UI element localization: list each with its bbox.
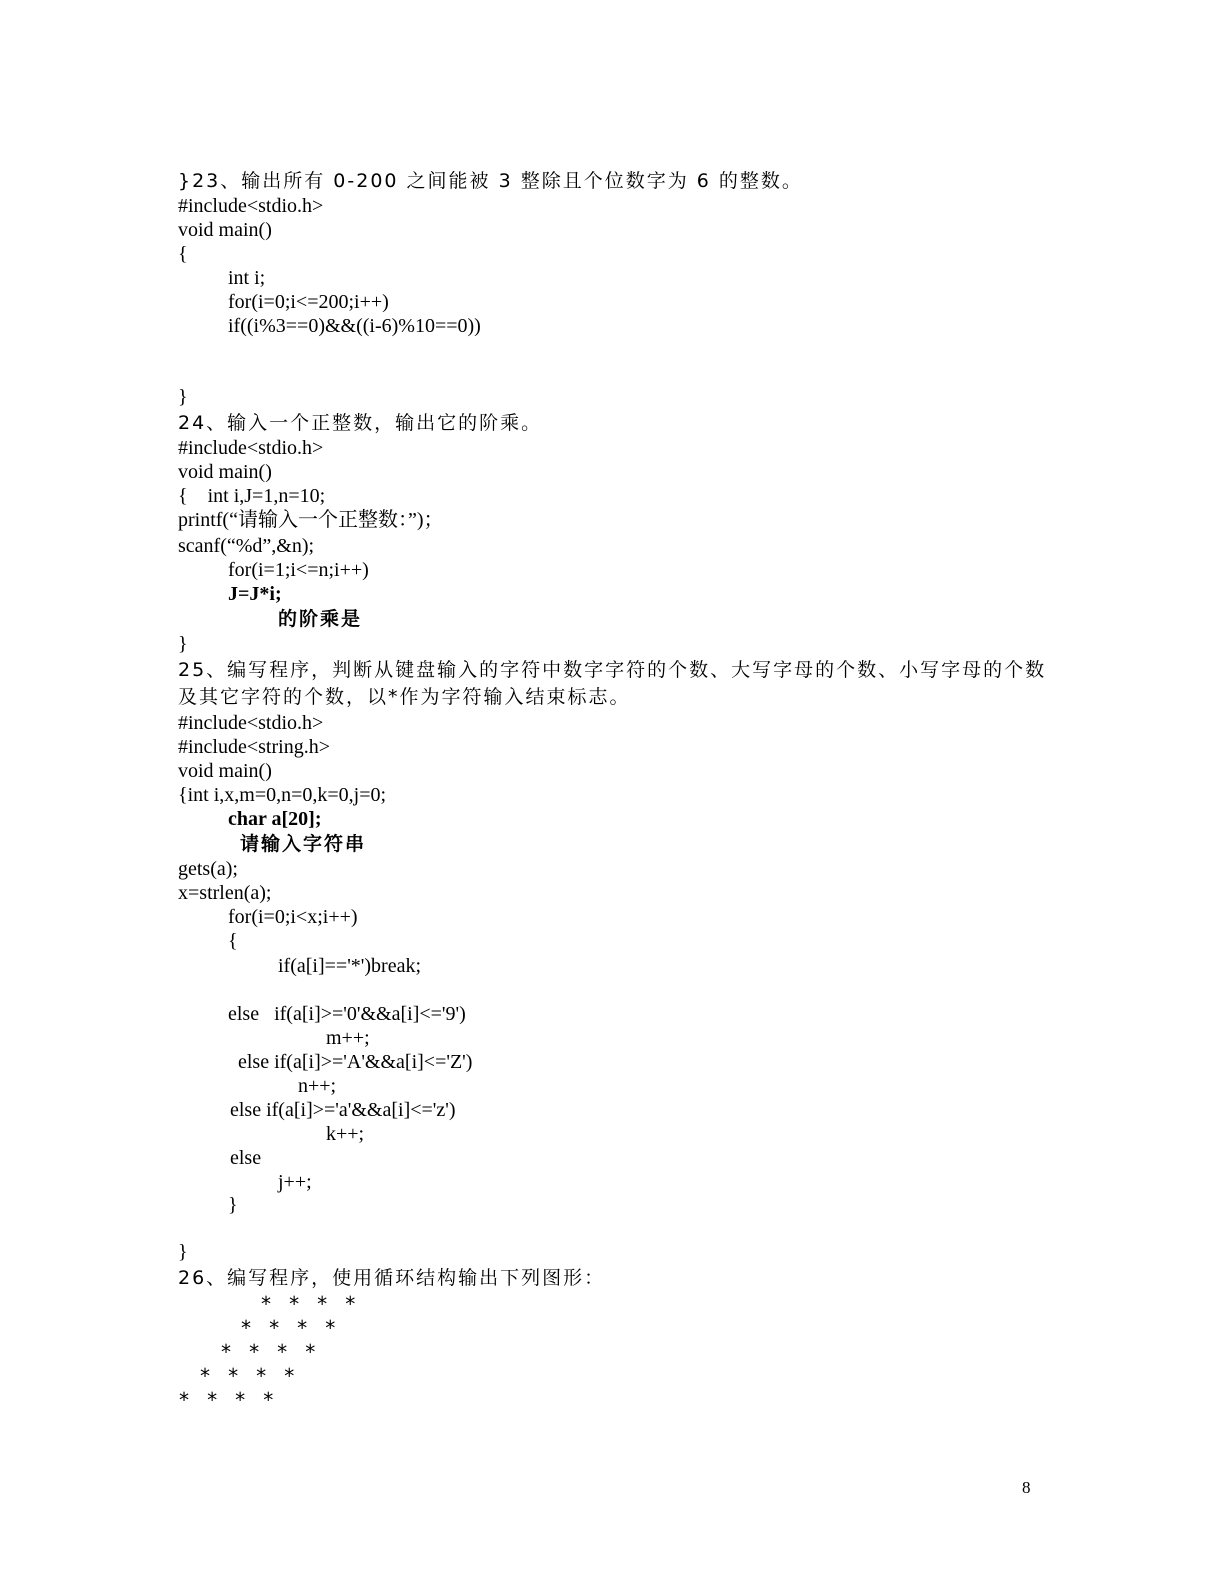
q24-code-line: { int i,J=1,n=10; [178,485,326,507]
q25-title-continued: 及其它字符的个数，以*作为字符输入结束标志。 [178,686,631,708]
q25-code-line: else if(a[i]>='a'&&a[i]<='z') [230,1099,456,1121]
q25-code-line: } [178,1241,188,1263]
star-pattern-row: * * * * [260,1292,359,1316]
q25-code-line: for(i=0;i<x;i++) [228,906,358,928]
q24-code-line: printf(“请输入一个正整数：”)； [178,509,444,531]
q24-code-line: 的阶乘是 [278,608,363,630]
q25-code-line: n++; [298,1075,337,1097]
q24-code-line: } [178,633,188,655]
q23-code-line: #include<stdio.h> [178,195,324,217]
star-pattern-row: * * * * [240,1316,339,1340]
q25-code-line: if(a[i]=='*')break; [278,955,422,977]
q23-code-line: { [178,243,188,265]
q25-code-line: { [228,930,238,952]
q26-title: 26、编写程序，使用循环结构输出下列图形： [178,1267,606,1289]
q25-code-line: #include<stdio.h> [178,712,324,734]
q25-code-line: } [228,1194,238,1216]
q24-code-line: for(i=1;i<=n;i++) [228,559,369,581]
q25-code-line: {int i,x,m=0,n=0,k=0,j=0; [178,784,387,806]
q24-title: 24、输入一个正整数，输出它的阶乘。 [178,412,543,434]
q23-code-line: int i; [228,267,266,289]
star-pattern-row: * * * * [220,1340,319,1364]
q24-code-line: J=J*i; [228,583,282,605]
star-pattern-row: * * * * [178,1388,277,1412]
q25-title: 25、编写程序，判断从键盘输入的字符中数字字符的个数、大写字母的个数、小写字母的个数 [178,659,1047,681]
q25-code-line: 请输入字符串 [240,833,367,855]
q23-title: }23、输出所有 0-200 之间能被 3 整除且个位数字为 6 的整数。 [178,170,803,192]
q25-code-line: x=strlen(a); [178,882,272,904]
q24-code-line: scanf(“%d”,&n); [178,535,315,557]
q25-code-line: #include<string.h> [178,736,330,758]
q25-code-line: gets(a); [178,858,238,880]
q25-code-line: else [230,1147,262,1169]
q23-code-line: if((i%3==0)&&((i-6)%10==0)) [228,315,481,337]
q23-code-line: for(i=0;i<=200;i++) [228,291,389,313]
page-number: 8 [1022,1478,1031,1497]
q24-code-line: #include<stdio.h> [178,437,324,459]
q25-code-line: j++; [278,1171,312,1193]
q25-code-line: else if(a[i]>='A'&&a[i]<='Z') [238,1051,473,1073]
q25-code-line: else if(a[i]>='0'&&a[i]<='9') [228,1003,466,1025]
q24-code-line: void main() [178,461,272,483]
q25-code-line: k++; [326,1123,365,1145]
q25-code-line: char a[20]; [228,808,322,830]
q23-code-line: void main() [178,219,272,241]
q25-code-line: void main() [178,760,272,782]
q23-code-line: } [178,386,188,408]
star-pattern-row: * * * * [199,1364,298,1388]
q25-code-line: m++; [326,1027,370,1049]
